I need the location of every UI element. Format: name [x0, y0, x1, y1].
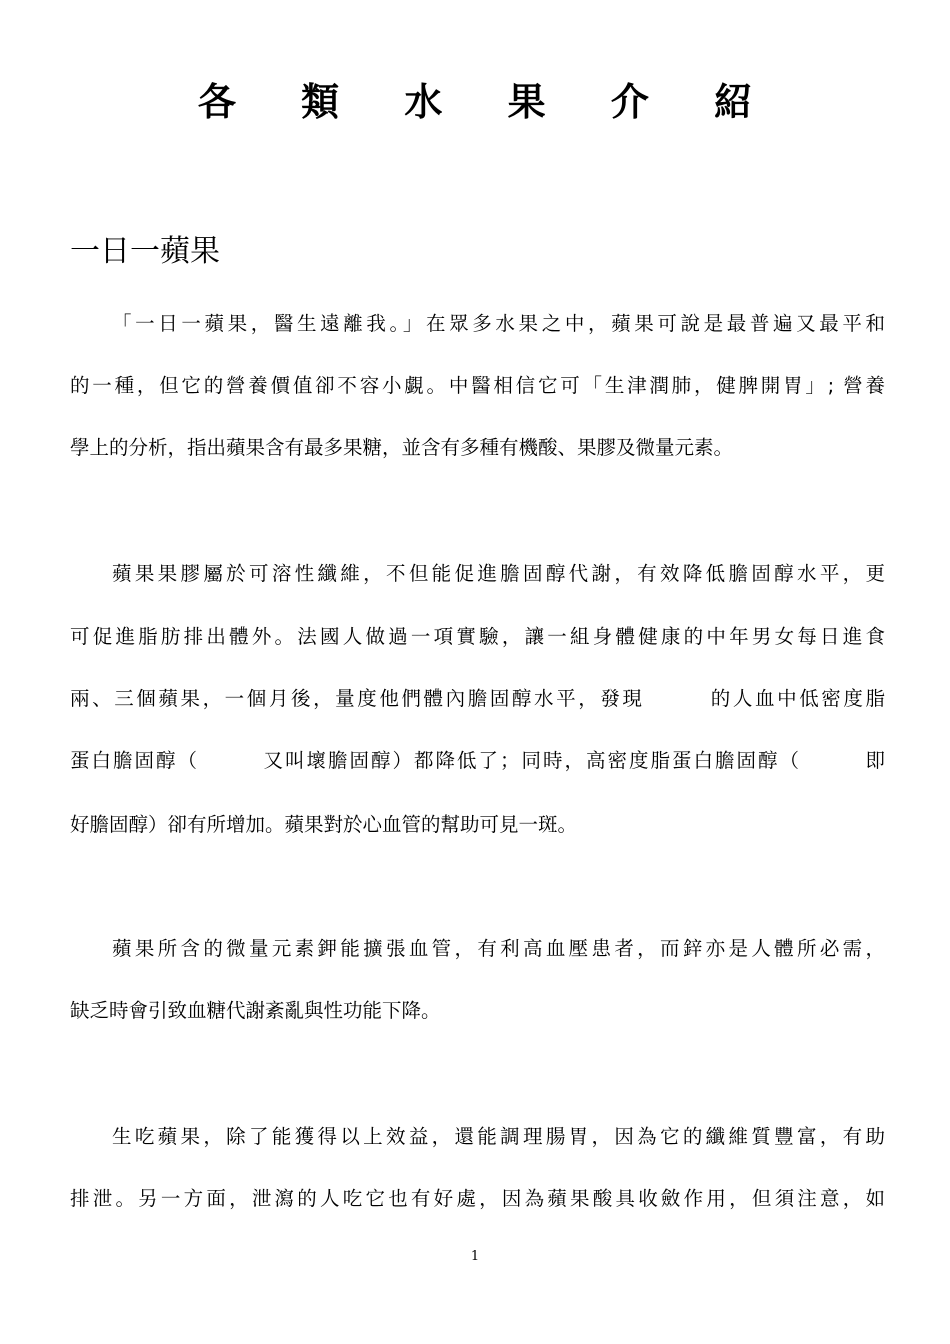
paragraph-line: 生吃蘋果，除了能獲得以上效益，還能調理腸胃，因為它的纖維質豐富，有助: [112, 1125, 885, 1148]
paragraph-line: 學上的分析，指出蘋果含有最多果糖，並含有多種有機酸、果膠及微量元素。: [70, 436, 734, 459]
paragraph-line: 兩、三個蘋果，一個月後，量度他們體內膽固醇水平，發現 的人血中低密度脂: [70, 687, 885, 710]
page-number: 1: [470, 1249, 480, 1264]
paragraph-line: 的一種，但它的營養價值卻不容小覷。中醫相信它可「生津潤肺，健脾開胃」; 營養: [70, 374, 885, 397]
page-title: 各 類 水 果 介 紹: [197, 80, 779, 124]
paragraph-line: 蘋果果膠屬於可溶性纖維，不但能促進膽固醇代謝，有效降低膽固醇水平，更: [112, 562, 885, 585]
paragraph-line: 「一日一蘋果，醫生遠離我。」在眾多水果之中，蘋果可說是最普遍又最平和: [112, 312, 885, 335]
paragraph-line: 蘋果所含的微量元素鉀能擴張血管，有利高血壓患者，而鋅亦是人體所必需，: [112, 937, 885, 960]
paragraph-line: 可促進脂肪排出體外。法國人做過一項實驗，讓一組身體健康的中年男女每日進食: [70, 625, 885, 648]
paragraph-line: 缺乏時會引致血糖代謝紊亂與性功能下降。: [70, 999, 441, 1022]
paragraph-line: 蛋白膽固醇（ 又叫壞膽固醇）都降低了；同時，高密度脂蛋白膽固醇（ 即: [70, 749, 885, 772]
paragraph-line: 好膽固醇）卻有所增加。蘋果對於心血管的幫助可見一斑。: [70, 813, 578, 836]
section-heading: 一日一蘋果: [70, 234, 220, 269]
paragraph-line: 排泄。另一方面，泄瀉的人吃它也有好處，因為蘋果酸具收斂作用，但須注意，如: [70, 1187, 885, 1210]
